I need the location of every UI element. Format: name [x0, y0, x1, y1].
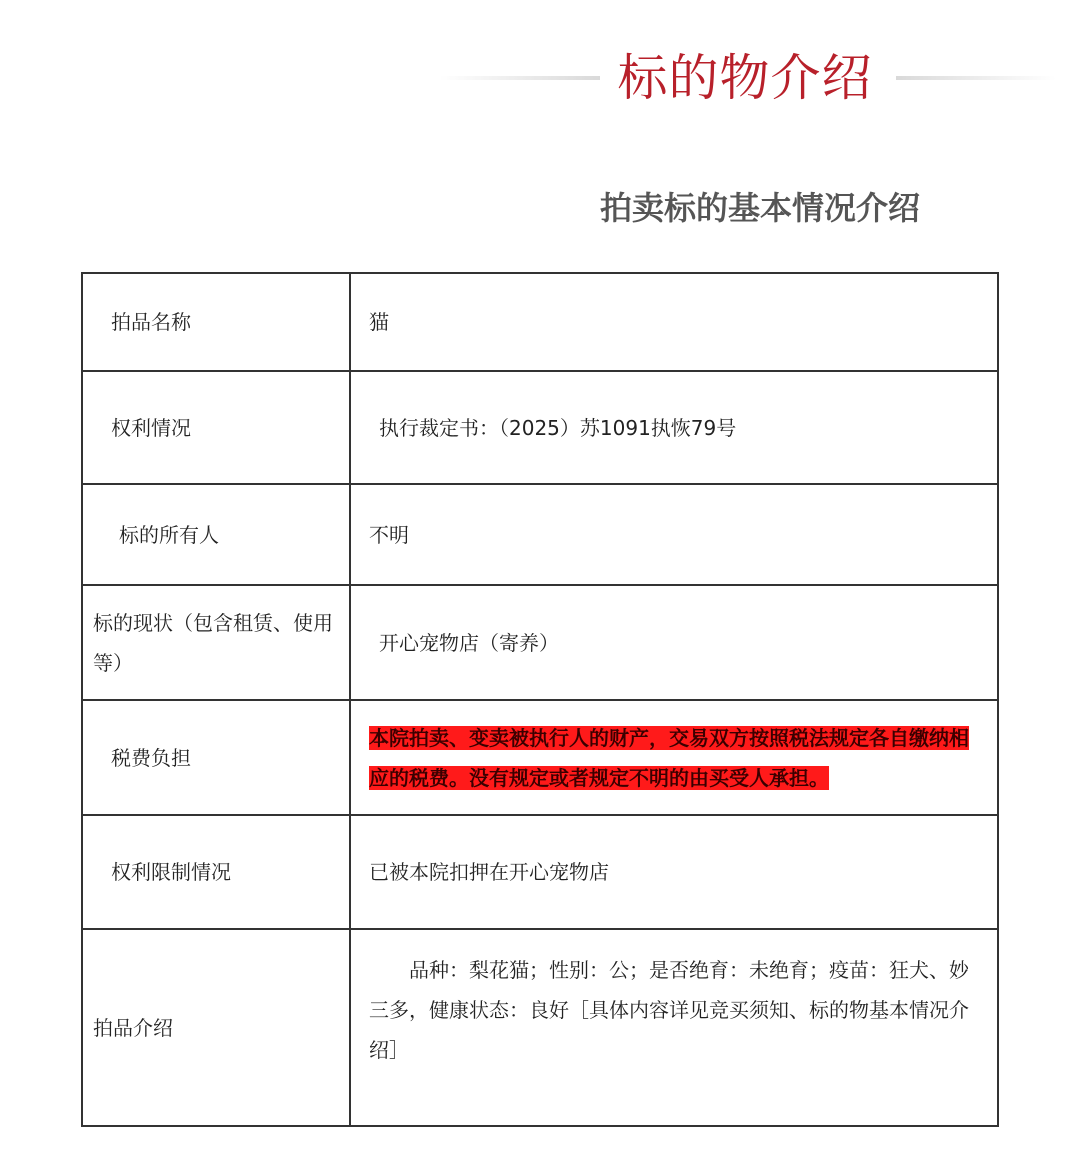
- table-row: [82, 273, 998, 371]
- row-label-item-name: 拍品名称: [82, 273, 350, 371]
- table-row: [82, 484, 998, 585]
- header-divider-left: [440, 76, 600, 80]
- row-value-tax: [350, 700, 998, 815]
- table-row: [82, 700, 998, 815]
- header-divider-right: [896, 76, 1056, 80]
- row-label-restrictions: 权利限制情况: [82, 815, 350, 929]
- row-value-description: 品种：梨花猫；性别：公；是否绝育：未绝育；疫苗：狂犬、妙三多，健康状态：良好［具体内容详见竞买须知、标的物基本情况介绍］: [350, 929, 998, 1126]
- row-label-owner: 标的所有人: [82, 484, 350, 585]
- row-value-rights: 执行裁定书：（2025）苏1091执恢79号: [350, 371, 998, 484]
- row-label-description: 拍品介绍: [82, 929, 350, 1126]
- table-title: 拍卖标的基本情况介绍: [599, 189, 920, 227]
- section-header: [0, 40, 1080, 120]
- row-label-status: 标的现状（包含租赁、使用等）: [82, 585, 350, 700]
- table-row: [82, 929, 998, 1126]
- row-label-tax: 税费负担: [82, 700, 350, 815]
- table-row: [82, 815, 998, 929]
- section-title: 标的物介绍: [617, 49, 873, 107]
- row-value-item-name: 猫: [350, 273, 998, 371]
- row-value-status: 开心宠物店（寄养）: [350, 585, 998, 700]
- lot-info-table: [81, 272, 999, 1127]
- table-row: [82, 585, 998, 700]
- row-value-owner: 不明: [350, 484, 998, 585]
- tax-notice-highlight: 本院拍卖、变卖被执行人的财产，交易双方按照税法规定各自缴纳相应的税费。没有规定或者规定不明的由买受人承担。: [369, 725, 969, 790]
- row-label-rights: 权利情况: [82, 371, 350, 484]
- table-row: [82, 371, 998, 484]
- row-value-restrictions: 已被本院扣押在开心宠物店: [350, 815, 998, 929]
